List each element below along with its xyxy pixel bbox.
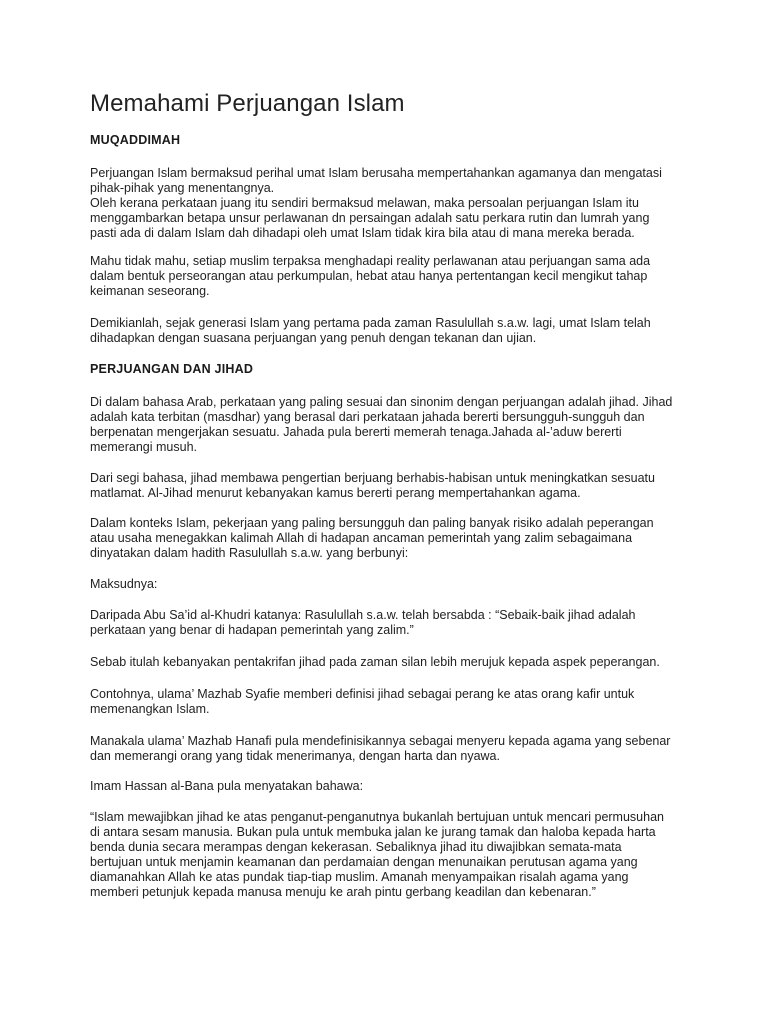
paragraph-line: Daripada Abu Sa’id al-Khudri katanya: Rasulullah s.a.w. telah bersabda : “Sebaik-baik jihad adalah (90, 608, 636, 622)
paragraph-line: Contohnya, ulama’ Mazhab Syafie memberi definisi jihad sebagai perang ke atas orang kafir untuk (90, 687, 635, 701)
paragraph-line: Maksudnya: (90, 577, 158, 591)
paragraph-line: memberi petunjuk kepada manusa menuju ke arah pintu gerbang keadilan dan kebenaran.” (90, 885, 596, 899)
paragraph (90, 166, 690, 241)
paragraph-line: memenangkan Islam. (90, 702, 210, 716)
paragraph-line: perkataan yang benar di hadapan pemerintah yang zalim.” (90, 623, 414, 637)
paragraph-line: dihadapkan dengan suasana perjuangan yang penuh dengan tekanan dan ujian. (90, 331, 537, 345)
paragraph (90, 608, 690, 638)
paragraph-line: dinyatakan dalam hadith Rasulullah s.a.w. yang berbunyi: (90, 546, 409, 560)
paragraph (90, 687, 690, 717)
paragraph (90, 734, 690, 764)
paragraph (90, 810, 690, 900)
paragraph (90, 577, 690, 592)
paragraph-line: diamanahkan Allah ke atas pundak tiap-tiap muslim. Amanah menyampaikan risalah agama yang (90, 870, 629, 884)
paragraph (90, 471, 690, 501)
paragraph-line: matlamat. Al-Jihad menurut kebanyakan kamus bererti perang mempertahankan agama. (90, 486, 581, 500)
paragraph-line: Sebab itulah kebanyakan pentakrifan jihad pada zaman silan lebih merujuk kepada aspek peperangan. (90, 655, 660, 669)
paragraph-line: memerangi musuh. (90, 440, 197, 454)
paragraph-line: Di dalam bahasa Arab, perkataan yang paling sesuai dan sinonim dengan perjuangan adalah jihad. Jihad (90, 395, 673, 409)
section-heading-muqaddimah: MUQADDIMAH (90, 133, 181, 147)
paragraph-line: dalam bentuk perseorangan atau perkumpulan, hebat atau hanya pertentangan kecil mengikut tahap (90, 269, 648, 283)
paragraph-line: adalah kata terbitan (masdhar) yang berasal dari perkataan jahada bererti bersungguh-sungguh dan (90, 410, 645, 424)
paragraph (90, 779, 690, 794)
paragraph-line: benda dunia secara merampas dengan kekerasan. Sebaliknya jihad itu diwajibkan semata-mata (90, 840, 622, 854)
paragraph-line: Oleh kerana perkataan juang itu sendiri bermaksud melawan, maka persoalan perjuangan Islam itu (90, 196, 639, 210)
paragraph-line: dan memerangi orang yang tidak menerimanya, dengan harta dan nyawa. (90, 749, 500, 763)
paragraph-line: Manakala ulama’ Mazhab Hanafi pula mendefinisikannya sebagai menyeru kepada agama yang sebenar (90, 734, 671, 748)
paragraph-line: berpenatan mengerjakan sesuatu. Jahada pula bererti memerah tenaga.Jahada al-’aduw bererti (90, 425, 622, 439)
paragraph-line: Dalam konteks Islam, pekerjaan yang paling bersungguh dan paling banyak risiko adalah peperangan (90, 516, 654, 530)
paragraph-line: Dari segi bahasa, jihad membawa pengertian berjuang berhabis-habisan untuk meningkatkan sesuatu (90, 471, 655, 485)
paragraph-line: Perjuangan Islam bermaksud perihal umat Islam berusaha mempertahankan agamanya dan mengatasi (90, 166, 662, 180)
paragraph-line: bertujuan untuk menjamin keamanan dan perdamaian dengan menunaikan perutusan agama yang (90, 855, 638, 869)
paragraph (90, 254, 690, 299)
paragraph-line: Mahu tidak mahu, setiap muslim terpaksa menghadapi reality perlawanan atau perjuangan sama ada (90, 254, 651, 268)
paragraph-line: “Islam mewajibkan jihad ke atas penganut-penganutnya bukanlah bertujuan untuk mencari permusuhan (90, 810, 664, 824)
paragraph-line: atau usaha menegakkan kalimah Allah di hadapan ancaman pemerintah yang zalim sebagaimana (90, 531, 633, 545)
document-title: Memahami Perjuangan Islam (90, 90, 405, 117)
paragraph-line: Imam Hassan al-Bana pula menyatakan bahawa: (90, 779, 364, 793)
paragraph-line: Demikianlah, sejak generasi Islam yang pertama pada zaman Rasulullah s.a.w. lagi, umat Islam telah (90, 316, 651, 330)
section-heading-perjuangan-dan-jihad: PERJUANGAN DAN JIHAD (90, 362, 254, 376)
paragraph-line: di antara sesam manusia. Bukan pula untuk membuka jalan ke jurang tamak dan haloba kepada harta (90, 825, 656, 839)
paragraph (90, 395, 690, 455)
paragraph (90, 655, 690, 670)
paragraph (90, 516, 690, 561)
paragraph-line: pihak-pihak yang menentangnya. (90, 181, 275, 195)
paragraph-line: keimanan seseorang. (90, 284, 210, 298)
paragraph-line: pasti ada di dalam Islam dah dihadapi oleh umat Islam tidak kira bila atau di mana mereka berada. (90, 226, 635, 240)
paragraph (90, 316, 690, 346)
paragraph-line: menggambarkan betapa unsur perlawanan dn persaingan adalah satu perkara rutin dan lumrah yang (90, 211, 650, 225)
